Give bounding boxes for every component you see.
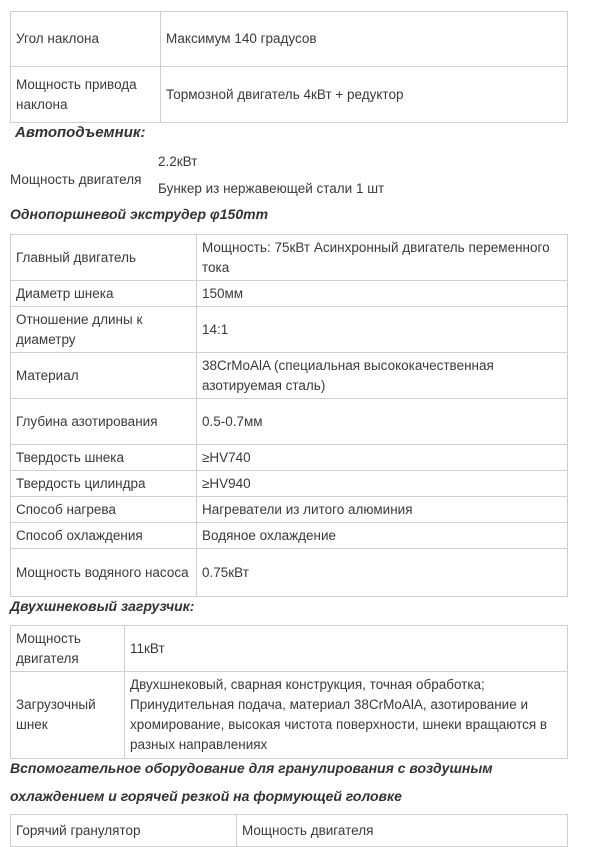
table-row — [11, 281, 568, 307]
row-label: Способ охлаждения — [11, 523, 197, 549]
row-value: ≥HV740 — [197, 445, 568, 471]
section-heading-autolift: Автоподъемник: — [15, 124, 146, 141]
row-label: Глубина азотирования — [11, 399, 197, 445]
section-heading-aux-line1: Вспомогательное оборудование для гранулирования с воздушным — [10, 760, 493, 776]
autolift-value-power: 2.2кВт — [158, 154, 198, 169]
aux-table — [10, 814, 568, 847]
row-value: 14:1 — [197, 307, 568, 353]
table-row — [11, 445, 568, 471]
table-row — [11, 353, 568, 399]
table-row — [11, 497, 568, 523]
row-label: Загрузочный шнек — [11, 672, 125, 759]
row-label: Мощность привода наклона — [11, 67, 161, 123]
row-value: Водяное охлаждение — [197, 523, 568, 549]
section-heading-aux-line2: охлаждением и горячей резкой на формующей головке — [10, 788, 402, 804]
table-row — [11, 815, 568, 847]
row-label: Диаметр шнека — [11, 281, 197, 307]
row-label: Материал — [11, 353, 197, 399]
row-value: Двухшнековый, сварная конструкция, точная обработка; Принудительная подача, материал 38CrMoAlA, азотирование и хромирование, высокая чистота поверхности, шнеки вращаются в разных направлениях — [125, 672, 568, 759]
row-value: 0.75кВт — [197, 549, 568, 597]
row-label: Угол наклона — [11, 12, 161, 67]
section-heading-extruder: Однопоршневой экструдер φ150mm — [10, 206, 269, 222]
row-value: 38CrMoAlA (специальная высококачественная азотируемая сталь) — [197, 353, 568, 399]
table-row — [11, 626, 568, 672]
table-row — [11, 399, 568, 445]
table-row — [11, 549, 568, 597]
autolift-value-hopper: Бункер из нержавеющей стали 1 шт — [158, 181, 385, 196]
table-row — [11, 672, 568, 759]
table-row — [11, 235, 568, 281]
row-label: Мощность водяного насоса — [11, 549, 197, 597]
row-value: Нагреватели из литого алюминия — [197, 497, 568, 523]
row-value: Тормозной двигатель 4кВт + редуктор — [161, 67, 568, 123]
table-row — [11, 12, 568, 67]
row-value: 11кВт — [125, 626, 568, 672]
row-label: Мощность двигателя — [11, 626, 125, 672]
row-value: 150мм — [197, 281, 568, 307]
row-label: Отношение длины к диаметру — [11, 307, 197, 353]
row-label: Горячий гранулятор — [11, 815, 237, 847]
table-row — [11, 471, 568, 497]
row-label: Твердость шнека — [11, 445, 197, 471]
row-value: Мощность двигателя — [237, 815, 568, 847]
row-label: Твердость цилиндра — [11, 471, 197, 497]
row-label: Способ нагрева — [11, 497, 197, 523]
autolift-label: Мощность двигателя — [10, 172, 142, 187]
extruder-table — [10, 234, 568, 597]
loader-table — [10, 625, 568, 759]
row-value: Мощность: 75кВт Асинхронный двигатель переменного тока — [197, 235, 568, 281]
row-label: Главный двигатель — [11, 235, 197, 281]
row-value: Максимум 140 градусов — [161, 12, 568, 67]
row-value: ≥HV940 — [197, 471, 568, 497]
tilt-table — [10, 11, 568, 123]
table-row — [11, 67, 568, 123]
section-heading-loader: Двухшнековый загрузчик: — [10, 598, 195, 614]
row-value: 0.5-0.7мм — [197, 399, 568, 445]
table-row — [11, 307, 568, 353]
table-row — [11, 523, 568, 549]
